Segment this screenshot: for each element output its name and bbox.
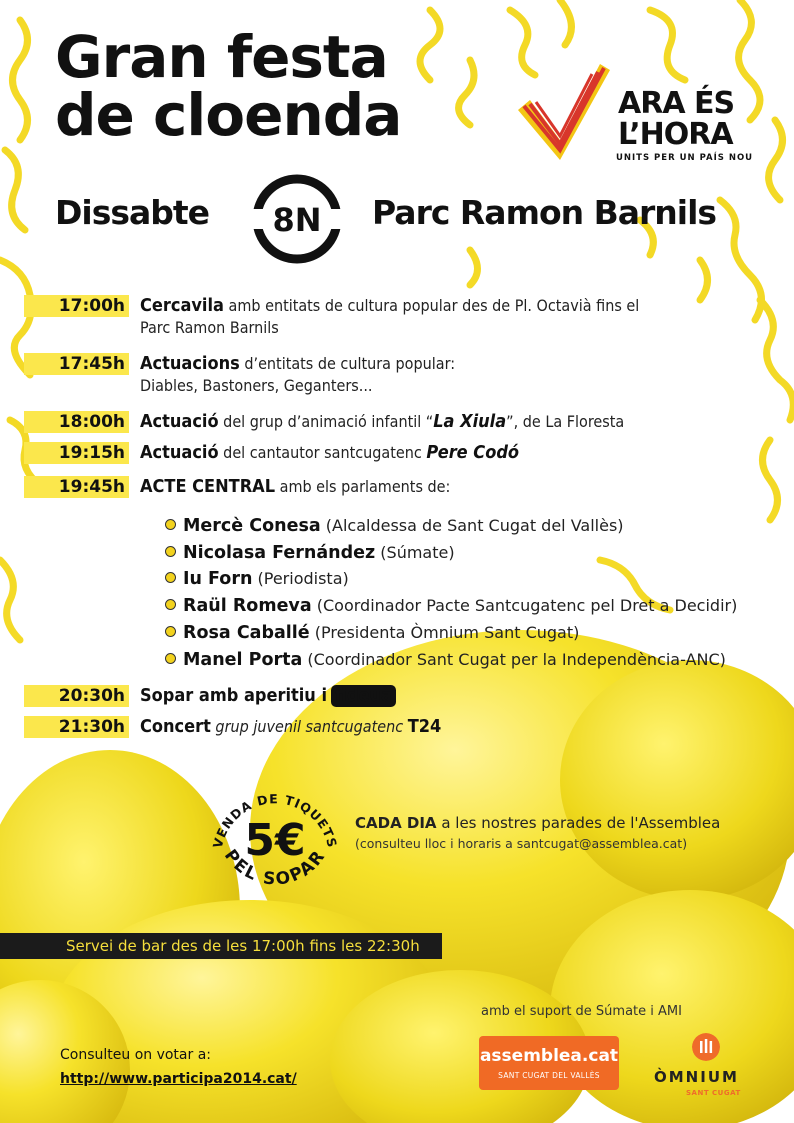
assemblea-sub: SANT CUGAT DEL VALLÈS [498, 1071, 600, 1080]
speaker-item: Raül Romeva (Coordinador Pacte Santcugatenc pel Dret a Decidir) [165, 594, 737, 618]
omnium-name: ÒMNIUM [654, 1068, 739, 1086]
schedule-description: Actuació del cantautor santcugatenc Pere Codó [140, 442, 520, 463]
speaker-item: Manel Porta (Coordinador Sant Cugat per la Independència-ANC) [165, 648, 726, 672]
schedule-item [24, 353, 744, 395]
schedule-item [24, 716, 744, 738]
schedule-description: Sopar amb aperitiu i fideuà [140, 685, 740, 707]
schedule-description: Actuacions d’entitats de cultura popular: Diables, Bastoners, Geganters... [140, 353, 456, 395]
ara-es-lhora-logo [618, 88, 734, 150]
page-title [55, 23, 402, 149]
sales-note: (consulteu lloc i horaris a santcugat@assemblea.cat) [355, 836, 688, 851]
schedule-description: ACTE CENTRAL amb els parlaments de: [140, 476, 451, 497]
schedule-item [24, 476, 744, 498]
bullet-icon [165, 653, 176, 664]
event-place: Parc Ramon Barnils [372, 193, 717, 232]
sales-info: CADA DIA a les nostres parades de l'Assemblea [355, 814, 721, 832]
event-day: Dissabte [55, 193, 210, 232]
bullet-icon [165, 519, 176, 530]
schedule-time: 17:00h [24, 295, 129, 317]
vote-link[interactable]: http://www.participa2014.cat/ [60, 1071, 297, 1087]
ticket-bottom-text: PEL SOPAR [220, 845, 331, 890]
schedule-time: 19:45h [24, 476, 129, 498]
schedule-time: 17:45h [24, 353, 129, 375]
bullet-icon [165, 626, 176, 637]
bar-service-text: Servei de bar des de les 17:00h fins les 22:30h [66, 937, 420, 955]
ticket-price-badge [200, 775, 350, 900]
assemblea-name: assemblea.cat [479, 1046, 619, 1066]
fideua-badge: fideuà [331, 685, 396, 707]
speaker-item: Mercè Conesa (Alcaldessa de Sant Cugat del Vallès) [165, 514, 624, 538]
schedule-time: 18:00h [24, 411, 129, 433]
bullet-icon [165, 546, 176, 557]
logo-line-2: L’HORA [618, 117, 733, 152]
logo-line-1: ARA ÉS [618, 86, 735, 121]
support-text: amb el suport de Súmate i AMI [481, 1004, 682, 1019]
ticket-price: 5€ [244, 815, 306, 866]
schedule-item [24, 411, 744, 433]
schedule-description: Concert grup juvenil santcugatenc T24 [140, 716, 442, 737]
ticket-top-text: VENDA DE TIQUETS [209, 791, 341, 850]
bullet-icon [165, 599, 176, 610]
omnium-logo-icon [692, 1033, 720, 1061]
speaker-item: Iu Forn (Periodista) [165, 567, 349, 591]
title-line-1: Gran festa [55, 23, 388, 91]
assemblea-logo [479, 1036, 619, 1090]
speaker-item: Nicolasa Fernández (Súmate) [165, 541, 455, 565]
schedule-item [24, 442, 744, 464]
omnium-sub: SANT CUGAT [686, 1089, 741, 1097]
schedule-item [24, 295, 744, 337]
schedule-time: 20:30h [24, 685, 129, 707]
vote-label: Consulteu on votar a: [60, 1047, 212, 1063]
schedule-item [24, 685, 744, 707]
schedule-description: Cercavila amb entitats de cultura popular des de Pl. Octavià fins el Parc Ramon Barnils [140, 295, 640, 337]
title-line-2: de cloenda [55, 81, 402, 149]
logo-tagline: UNITS PER UN PAÍS NOU [616, 153, 754, 163]
bar-service-banner [0, 933, 442, 959]
date-badge-label: 8N [272, 201, 322, 239]
schedule-time: 21:30h [24, 716, 129, 738]
schedule-time: 19:15h [24, 442, 129, 464]
schedule-description: Actuació del grup d’animació infantil “La Xiula”, de La Floresta [140, 411, 625, 432]
ara-es-lhora-check-icon [518, 64, 610, 160]
speaker-item: Rosa Caballé (Presidenta Òmnium Sant Cugat) [165, 621, 579, 645]
bullet-icon [165, 572, 176, 583]
date-badge [248, 170, 346, 268]
